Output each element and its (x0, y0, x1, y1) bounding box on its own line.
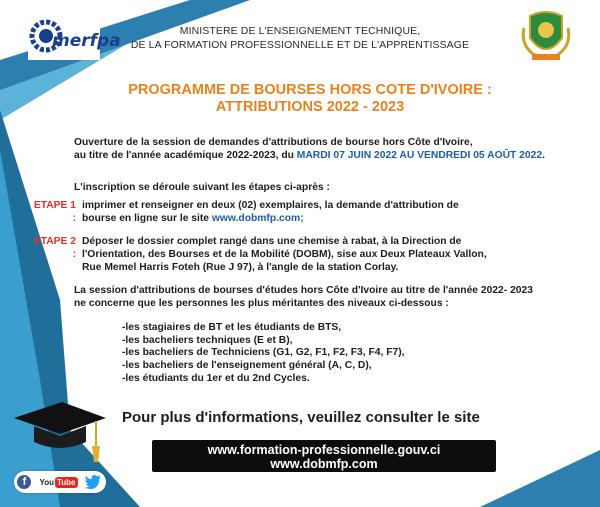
eligible-list (122, 322, 542, 386)
list-item: -les bacheliers de Techniciens (G1, G2, F1, F2, F3, F4, F7), (122, 347, 405, 359)
step-2-text (82, 236, 568, 274)
dobmfp-link[interactable]: www.dobmfp.com; (211, 212, 304, 224)
session-line-2: ne concerne que les personnes les plus méritantes des niveaux ci-dessous : (74, 297, 449, 309)
intro-line-1: Ouverture de la session de demandes d'attributions de bourse hors Côte d'Ivoire, (74, 137, 473, 148)
steps-intro: L'inscription se déroule suivant les étapes ci-après : (74, 182, 330, 193)
list-item: -les stagiaires de BT et les étudiants de BTS, (122, 322, 342, 333)
graduation-cap-icon (10, 396, 110, 468)
page-title (110, 82, 510, 116)
intro-line-2 (74, 150, 589, 163)
youtube-icon[interactable] (38, 477, 77, 488)
intro-paragraph (74, 137, 589, 163)
youtube-tube-text: Tube (56, 477, 76, 487)
website-link-formation[interactable]: www.formation-professionnelle.gouv.ci (207, 443, 441, 457)
step-2-line-2: l'Orientation, des Bourses et de la Mobilité (DOBM), sise aux Deux Plateaux Vallon, (82, 248, 487, 260)
step-1 (28, 200, 568, 226)
step-2 (28, 236, 568, 274)
list-item: -les étudiants du 1er et du 2nd Cycles. (122, 372, 310, 384)
step-2-line-1: Déposer le dossier complet rangé dans une chemise à rabat, à la Direction de (82, 236, 462, 247)
session-line-1: La session d'attributions de bourses d'études hors Côte d'Ivoire au titre de l'année 2022- 2023 (74, 285, 533, 296)
ministry-name (130, 24, 470, 52)
step-2-label: ETAPE 2 : (33, 236, 76, 260)
svg-text:merfpa: merfpa (52, 31, 121, 51)
websites-box (152, 440, 496, 472)
more-info-heading: Pour plus d'informations, veuillez consulter le site (122, 409, 480, 426)
session-dates: MARDI 07 JUIN 2022 AU VENDREDI 05 AOÛT 2022 (296, 149, 543, 161)
session-paragraph (74, 285, 589, 311)
ministry-line-2: DE LA FORMATION PROFESSIONNELLE ET DE L'APPRENTISSAGE (130, 39, 470, 51)
step-1-line-2 (82, 213, 568, 226)
step-1-text (82, 200, 568, 226)
ministry-line-1: MINISTERE DE L'ENSEIGNEMENT TECHNIQUE, (179, 25, 421, 37)
intro-line-2-suffix: . (542, 149, 545, 161)
coat-of-arms-emblem (518, 8, 574, 64)
twitter-icon[interactable] (84, 475, 102, 489)
website-link-dobmfp[interactable]: www.dobmfp.com (270, 457, 378, 471)
step-1-line-1: imprimer et renseigner en deux (02) exemplaires, la demande d'attribution de (82, 200, 459, 211)
step-2-line-3: Rue Memel Harris Foteh (Rue J 97), à l'angle de la station Corlay. (82, 261, 399, 273)
intro-line-2-prefix: au titre de l'année académique 2022-2023, du (74, 149, 297, 161)
step-1-line-2-prefix: bourse en ligne sur le site (82, 212, 212, 224)
social-media-bar (14, 471, 106, 493)
step-1-label: ETAPE 1 : (33, 200, 76, 224)
merfpa-logo (28, 10, 121, 60)
list-item: -les bacheliers de l'enseignement général (A, C, D), (122, 360, 372, 372)
list-item: -les bacheliers techniques (E et B), (122, 334, 293, 346)
title-line-2: ATTRIBUTIONS 2022 - 2023 (215, 99, 405, 115)
title-line-1: PROGRAMME DE BOURSES HORS COTE D'IVOIRE : (128, 82, 492, 98)
facebook-icon[interactable]: f (17, 475, 31, 489)
youtube-you-text: You (39, 477, 54, 487)
